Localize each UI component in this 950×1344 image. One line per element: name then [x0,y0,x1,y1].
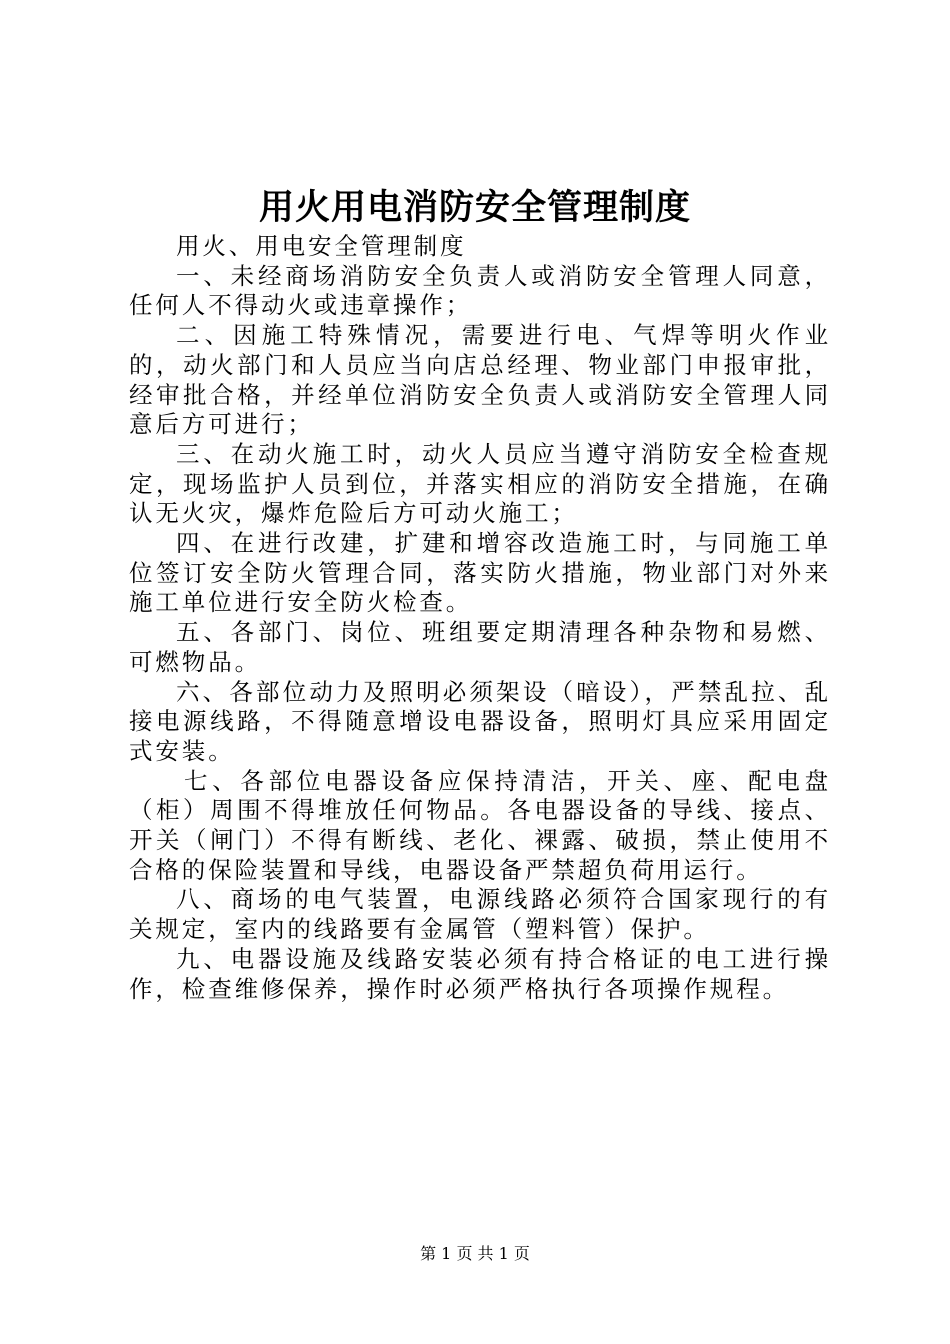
paragraph-rule-3: 三、在动火施工时，动火人员应当遵守消防安全检查规定，现场监护人员到位，并落实相应的消防安全措施，在确认无火灾，爆炸危险后方可动火施工； [129,439,831,528]
paragraph-rule-2: 二、因施工特殊情况，需要进行电、气焊等明火作业的，动火部门和人员应当向店总经理、物业部门申报审批，经审批合格，并经单位消防安全负责人或消防安全管理人同意后方可进行； [129,321,831,439]
paragraph-rule-5: 五、各部门、岗位、班组要定期清理各种杂物和易燃、可燃物品。 [129,618,831,676]
paragraph-rule-8: 八、商场的电气装置，电源线路必须符合国家现行的有关规定，室内的线路要有金属管（塑料管）保护。 [129,885,831,944]
paragraph-rule-4: 四、在进行改建，扩建和增容改造施工时，与同施工单位签订安全防火管理合同，落实防火措施，物业部门对外来施工单位进行安全防火检查。 [129,529,831,617]
document-title: 用火用电消防安全管理制度 [258,188,691,228]
paragraph-rule-7: 七、各部位电器设备应保持清洁，开关、座、配电盘（柜）周围不得堆放任何物品。各电器设备的导线、接点、开关（闸门）不得有断线、老化、裸露、破损，禁止使用不合格的保险装置和导线，电器设备严禁超负荷用运行。 [129,766,831,884]
paragraph-rule-1: 一、未经商场消防安全负责人或消防安全管理人同意，任何人不得动火或违章操作； [129,261,831,320]
paragraph-rule-9: 九、电器设施及线路安装必须有持合格证的电工进行操作，检查维修保养，操作时必须严格执行各项操作规程。 [129,944,831,1003]
document-body [129,232,831,1004]
paragraph-subtitle: 用火、用电安全管理制度 [176,232,467,260]
page-number-footer: 第 1 页 共 1 页 [420,1244,530,1263]
paragraph-rule-6: 六、各部位动力及照明必须架设（暗设），严禁乱拉、乱接电源线路，不得随意增设电器设备，照明灯具应采用固定式安装。 [129,677,831,765]
